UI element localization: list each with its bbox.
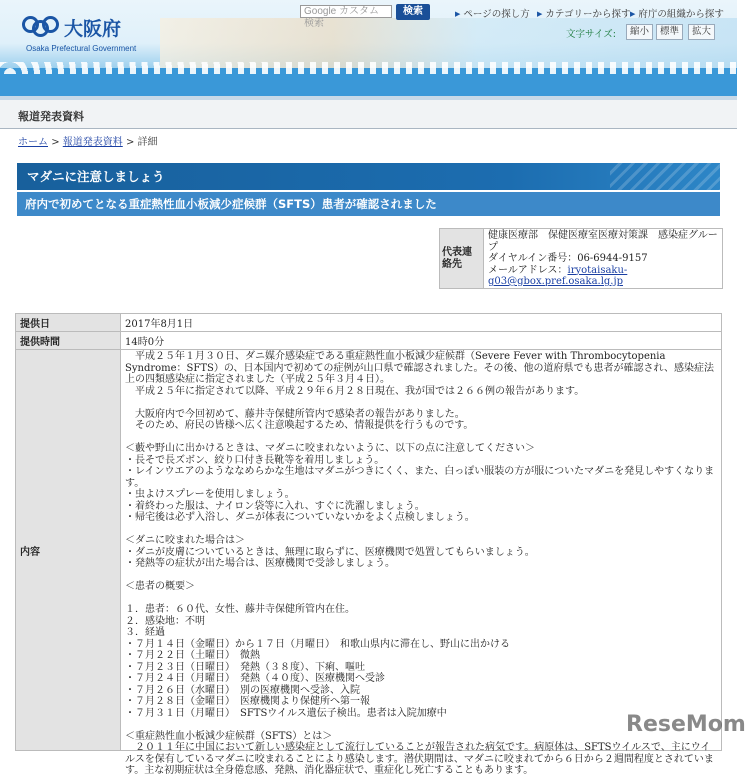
search-button[interactable]: 検索 bbox=[396, 4, 430, 20]
breadcrumb-home[interactable]: ホーム bbox=[18, 137, 48, 148]
contact-header: 代表連絡先 bbox=[440, 229, 484, 288]
contact-email-link[interactable]: iryotaisaku-g03@gbox.pref.osaka.lg.jp bbox=[488, 264, 628, 287]
content-cell bbox=[121, 350, 722, 776]
article-headline-bar bbox=[17, 163, 720, 190]
osaka-emblem-icon bbox=[22, 16, 58, 36]
site-header bbox=[0, 0, 737, 96]
content-text: 平成２５年１月３０日、ダニ媒介感染症である重症熱性血小板減少症候群（Severe Fever with Thrombocytopenia Syndrome：SFTS）の、日本国内で初めての症例が山口県で確認されました。その後、他の道府県でも患者が確認され、感染症法上の四類感染症に指定されました（平成２５年３月４日）。 平成２５年に指定されて以降、平成２９年６月２８日現在、我が国では２６６例の報告があります。 大阪府内で今回初めて、藤井寺保健所管内で感染者の報告がありました。 そのため、府民の皆様へ広く注意喚起するため、情報提供を行うものです。 ＜藪や野山に出かけるときは、マダニに咬まれないように、以下の点に注意してください＞ ・長そで長ズボン、絞り口付き長靴等を着用しましょう。 ・レインウエアのようななめらかな生地はマダニがつきにくく、また、白っぽい服装の方が服についたマダニを発見しやすくなります。 ・虫よけスプレーを使用しましょう。 ・着終わった服は、ナイロン袋等に入れ、すぐに洗濯しましょう。 ・帰宅後は必ず入浴し、ダニが体表についていないかをよく点検しましょう。 ＜ダニに咬まれた場合は＞ ・ダニが皮膚についているときは、無理に取らずに、医療機関で処置してもらいましょう。 ・発熱等の症状が出た場合は、医療機関で受診しましょう。 ＜患者の概要＞ １．患者：６０代、女性、藤井寺保健所管内在住。 ２．感染地：不明 ３．経過 ・７月１４日（金曜日）から１７日（月曜日） 和歌山県内に滞在し、野山に出かける ・７月２２日（土曜日） 微熱 ・７月２３日（日曜日） 発熱（３８度）、下痢、嘔吐 ・７月２４日（月曜日） 発熱（４０度）、医療機関へ受診 ・７月２６日（水曜日） 別の医療機関へ受診、入院 ・７月２８日（金曜日） 医療機関より保健所へ第一報 ・７月３１日（月曜日） SFTSウイルス遺伝子検出。患者は入院加療中 ＜重症熱性血小板減少症候群（SFTS）とは＞ ２０１１年に中国において新しい感染症として流行していることが報告された病気です。病原体は、SFTSウイルスで、主にウイルスを保有しているマダニに咬まれることにより感染します。潜伏期間は、マダニに咬まれてから６日から２週間程度とされています。主な初期症状は全身倦怠感、発熱、消化器症状で、重症化し死亡することもあります。 bbox=[125, 351, 715, 776]
table-row bbox=[16, 350, 722, 751]
font-size-smaller-button[interactable]: 縮小 bbox=[626, 24, 653, 40]
section-bar bbox=[0, 100, 737, 129]
nav-by-organization[interactable]: ▶ 府庁の組織から探す bbox=[630, 6, 724, 20]
breadcrumb-separator: > bbox=[51, 137, 60, 148]
headline-decoration bbox=[610, 163, 720, 190]
breadcrumb-current: 詳細 bbox=[137, 137, 158, 148]
font-size-label: 文字サイズ: bbox=[566, 29, 616, 40]
contact-email-label: メールアドレス： bbox=[488, 264, 568, 276]
contact-box bbox=[439, 228, 723, 289]
contact-body bbox=[484, 229, 722, 288]
font-size-normal-button[interactable]: 標準 bbox=[656, 24, 683, 40]
nav-how-to-find[interactable]: ▶ ページの探し方 bbox=[455, 6, 530, 20]
table-row bbox=[16, 314, 722, 332]
breadcrumb bbox=[18, 133, 158, 148]
section-title: 報道発表資料 bbox=[18, 110, 84, 123]
article-headline: マダニに注意しましょう bbox=[27, 169, 165, 184]
nav-by-category[interactable]: ▶ カテゴリーから探す bbox=[537, 6, 631, 20]
watermark-logo: ReseMom bbox=[626, 712, 746, 737]
logo-english: Osaka Prefectural Government bbox=[26, 44, 137, 53]
time-value: 14時0分 bbox=[121, 332, 722, 350]
date-value: 2017年8月1日 bbox=[121, 314, 722, 332]
article-subheadline: 府内で初めてとなる重症熱性血小板減少症候群（SFTS）患者が確認されました bbox=[17, 192, 720, 216]
contact-email-row bbox=[488, 265, 718, 288]
contact-phone: ダイヤルイン番号：06-6944-9157 bbox=[488, 253, 648, 264]
date-label: 提供日 bbox=[16, 314, 121, 332]
breadcrumb-press[interactable]: 報道発表資料 bbox=[62, 137, 123, 148]
header-wave bbox=[0, 62, 737, 74]
breadcrumb-separator: > bbox=[125, 137, 135, 148]
table-row bbox=[16, 332, 722, 350]
logo-japanese: 大阪府 bbox=[64, 18, 122, 40]
time-label: 提供時間 bbox=[16, 332, 121, 350]
search-input[interactable]: Google カスタム検索 bbox=[300, 5, 392, 18]
content-label: 内容 bbox=[16, 350, 121, 751]
contact-department: 健康医療部 保健医療室医療対策課 感染症グループ bbox=[488, 230, 718, 253]
font-size-larger-button[interactable]: 拡大 bbox=[688, 24, 715, 40]
press-info-table bbox=[15, 313, 722, 776]
